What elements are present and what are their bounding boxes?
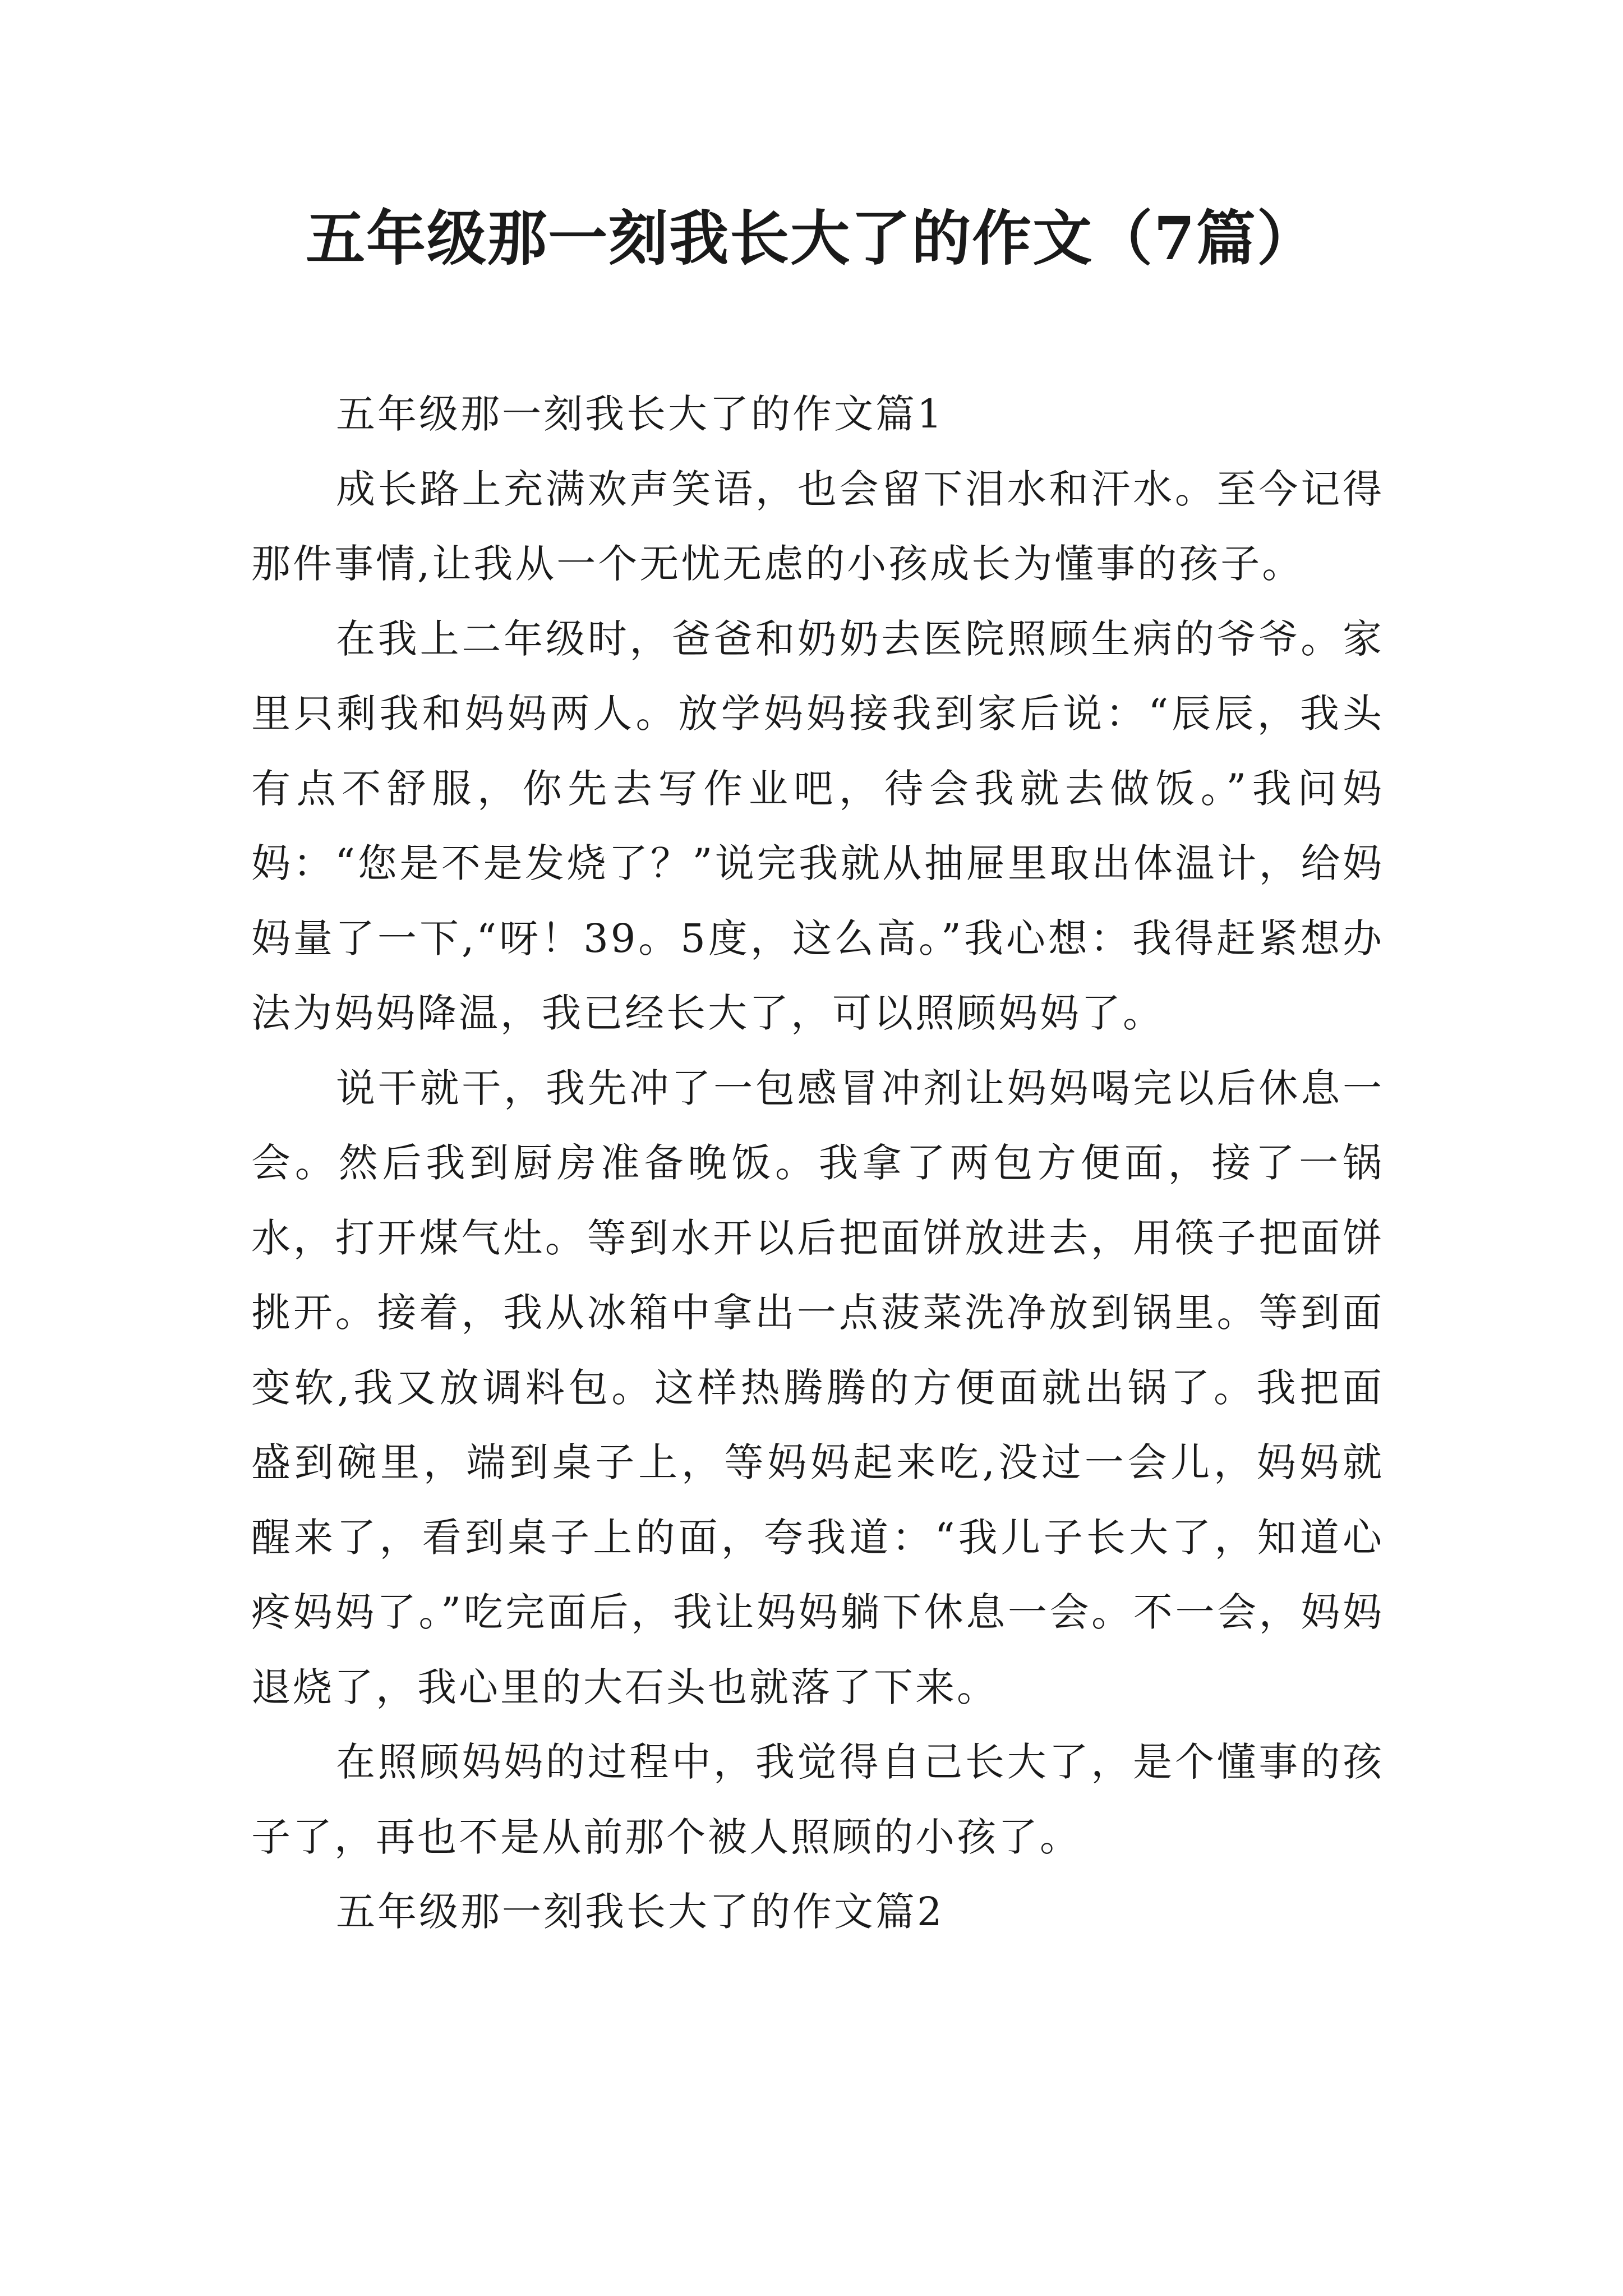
paragraph: 成长路上充满欢声笑语，也会留下泪水和汗水。至今记得那件事情,让我从一个无忧无虑的小孩成长为懂事的孩子。 <box>251 466 1384 587</box>
section-heading-1: 五年级那一刻我长大了的作文篇1 <box>336 391 944 437</box>
paragraph: 在我上二年级时，爸爸和奶奶去医院照顾生病的爷爷。家里只剩我和妈妈两人。放学妈妈接我到家后说：“辰辰，我头有点不舒服，你先去写作业吧，待会我就去做饭。”我问妈妈：“您是不是发烧了？”说完我就从抽屉里取出体温计，给妈妈量了一下,“呀！39。5度，这么高。”我心想：我得赶紧想办法为妈妈降温，我已经长大了，可以照顾妈妈了。 <box>251 615 1384 1036</box>
document-body <box>251 377 1384 1950</box>
section-heading-2: 五年级那一刻我长大了的作文篇2 <box>336 1889 944 1935</box>
paragraph: 在照顾妈妈的过程中，我觉得自己长大了，是个懂事的孩子了，再也不是从前那个被人照顾的小孩了。 <box>251 1739 1384 1860</box>
paragraph: 说干就干，我先冲了一包感冒冲剂让妈妈喝完以后休息一会。然后我到厨房准备晚饭。我拿了两包方便面，接了一锅水，打开煤气灶。等到水开以后把面饼放进去，用筷子把面饼挑开。接着，我从冰箱中拿出一点菠菜洗净放到锅里。等到面变软,我又放调料包。这样热腾腾的方便面就出锅了。我把面盛到碗里，端到桌子上，等妈妈起来吃,没过一会儿，妈妈就醒来了，看到桌子上的面，夸我道：“我儿子长大了，知道心疼妈妈了。”吃完面后，我让妈妈躺下休息一会。不一会，妈妈退烧了，我心里的大石头也就落了下来。 <box>251 1065 1384 1710</box>
document-title: 五年级那一刻我长大了的作文（7篇） <box>306 203 1317 273</box>
